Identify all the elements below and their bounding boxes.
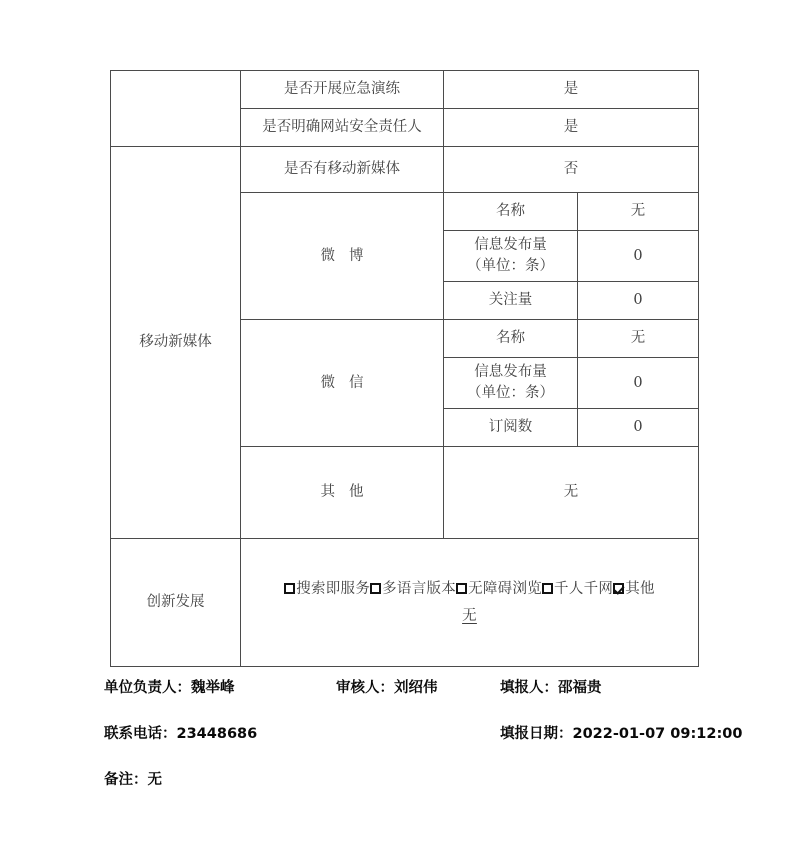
footer-row-remark — [0, 768, 796, 814]
platform-label-weibo-char-1: 微 — [320, 247, 335, 264]
report-date-value: 2022-01-07 09:12:00 — [572, 726, 743, 742]
checkbox-label-multilingual-version: 多语言版本 — [382, 580, 457, 597]
checkbox-multilingual-version[interactable] — [370, 583, 381, 594]
filler-label: 填报人： — [500, 680, 558, 696]
checkbox-accessible-browsing[interactable] — [456, 583, 467, 594]
unit-head-value: 魏举峰 — [191, 680, 235, 696]
footer-row-persons — [0, 676, 796, 722]
phone-field — [104, 722, 257, 743]
checkbox-personalized-site[interactable] — [542, 583, 553, 594]
label-has-mobile-new-media: 是否有移动新媒体 — [241, 147, 444, 193]
value-emergency-drill: 是 — [444, 71, 699, 109]
label-weibo-name: 名称 — [444, 193, 578, 231]
label-weibo-posts — [444, 231, 578, 282]
innovation-other-value: 无 — [462, 607, 477, 624]
platform-label-weibo-char-2: 博 — [349, 247, 364, 264]
report-date-label: 填报日期： — [500, 726, 573, 742]
value-weibo-posts: 0 — [578, 231, 699, 282]
value-weibo-followers: 0 — [578, 282, 699, 320]
table-row-emergency-drill — [111, 71, 699, 109]
label-weibo-followers: 关注量 — [444, 282, 578, 320]
value-wechat-name: 无 — [578, 320, 699, 358]
checkbox-label-other: 其他 — [625, 580, 655, 597]
checkbox-other[interactable] — [613, 583, 624, 594]
auditor-field — [336, 676, 438, 697]
group-cell-blank — [111, 71, 241, 147]
platform-label-other-char-1: 其 — [320, 484, 335, 501]
label-wechat-posts — [444, 358, 578, 409]
label-weibo-posts-line2: （单位：条） — [467, 258, 554, 275]
platform-label-wechat — [241, 320, 444, 447]
label-weibo-posts-line1: 信息发布量 — [474, 237, 547, 253]
platform-label-wechat-char-2: 信 — [349, 374, 364, 391]
group-cell-innovation: 创新发展 — [111, 539, 241, 667]
checkbox-label-personalized-site: 千人千网 — [554, 580, 614, 597]
auditor-value: 刘绍伟 — [394, 680, 438, 696]
remark-label: 备注： — [104, 772, 148, 788]
filler-field — [500, 676, 602, 697]
label-wechat-posts-line1: 信息发布量 — [474, 364, 547, 381]
platform-label-weibo — [241, 193, 444, 320]
value-other-platform: 无 — [444, 447, 699, 539]
table-row-has-mobile-new-media — [111, 147, 699, 193]
value-wechat-subscribers: 0 — [578, 409, 699, 447]
unit-head-field — [104, 676, 235, 697]
table-row-innovation — [111, 539, 699, 667]
group-cell-mobile-new-media: 移动新媒体 — [111, 147, 241, 539]
value-wechat-posts: 0 — [578, 358, 699, 409]
value-weibo-name: 无 — [578, 193, 699, 231]
remark-value: 无 — [147, 772, 162, 788]
unit-head-label: 单位负责人： — [104, 680, 191, 696]
label-emergency-drill: 是否开展应急演练 — [241, 71, 444, 109]
footer-signature-block — [0, 676, 796, 814]
platform-label-other — [241, 447, 444, 539]
innovation-checkbox-list — [247, 576, 692, 630]
footer-row-contact — [0, 722, 796, 768]
report-date-field — [500, 722, 742, 743]
checkbox-label-accessible-browsing: 无障碍浏览 — [468, 580, 543, 597]
phone-value: 23448686 — [176, 726, 258, 742]
report-table — [110, 70, 699, 667]
filler-value: 邵福贵 — [558, 680, 602, 696]
remark-field — [104, 768, 162, 789]
value-has-mobile-new-media: 否 — [444, 147, 699, 193]
phone-label: 联系电话： — [104, 726, 177, 742]
innovation-options-cell — [241, 539, 699, 667]
label-security-officer: 是否明确网站安全责任人 — [241, 109, 444, 147]
value-security-officer: 是 — [444, 109, 699, 147]
label-wechat-posts-line2: （单位：条） — [467, 385, 554, 402]
checkbox-search-as-service[interactable] — [284, 583, 295, 594]
label-wechat-name: 名称 — [444, 320, 578, 358]
checkbox-label-search-as-service: 搜索即服务 — [296, 580, 371, 597]
platform-label-wechat-char-1: 微 — [320, 374, 335, 391]
platform-label-other-char-2: 他 — [349, 484, 364, 501]
auditor-label: 审核人： — [336, 680, 394, 696]
label-wechat-subscribers: 订阅数 — [444, 409, 578, 447]
